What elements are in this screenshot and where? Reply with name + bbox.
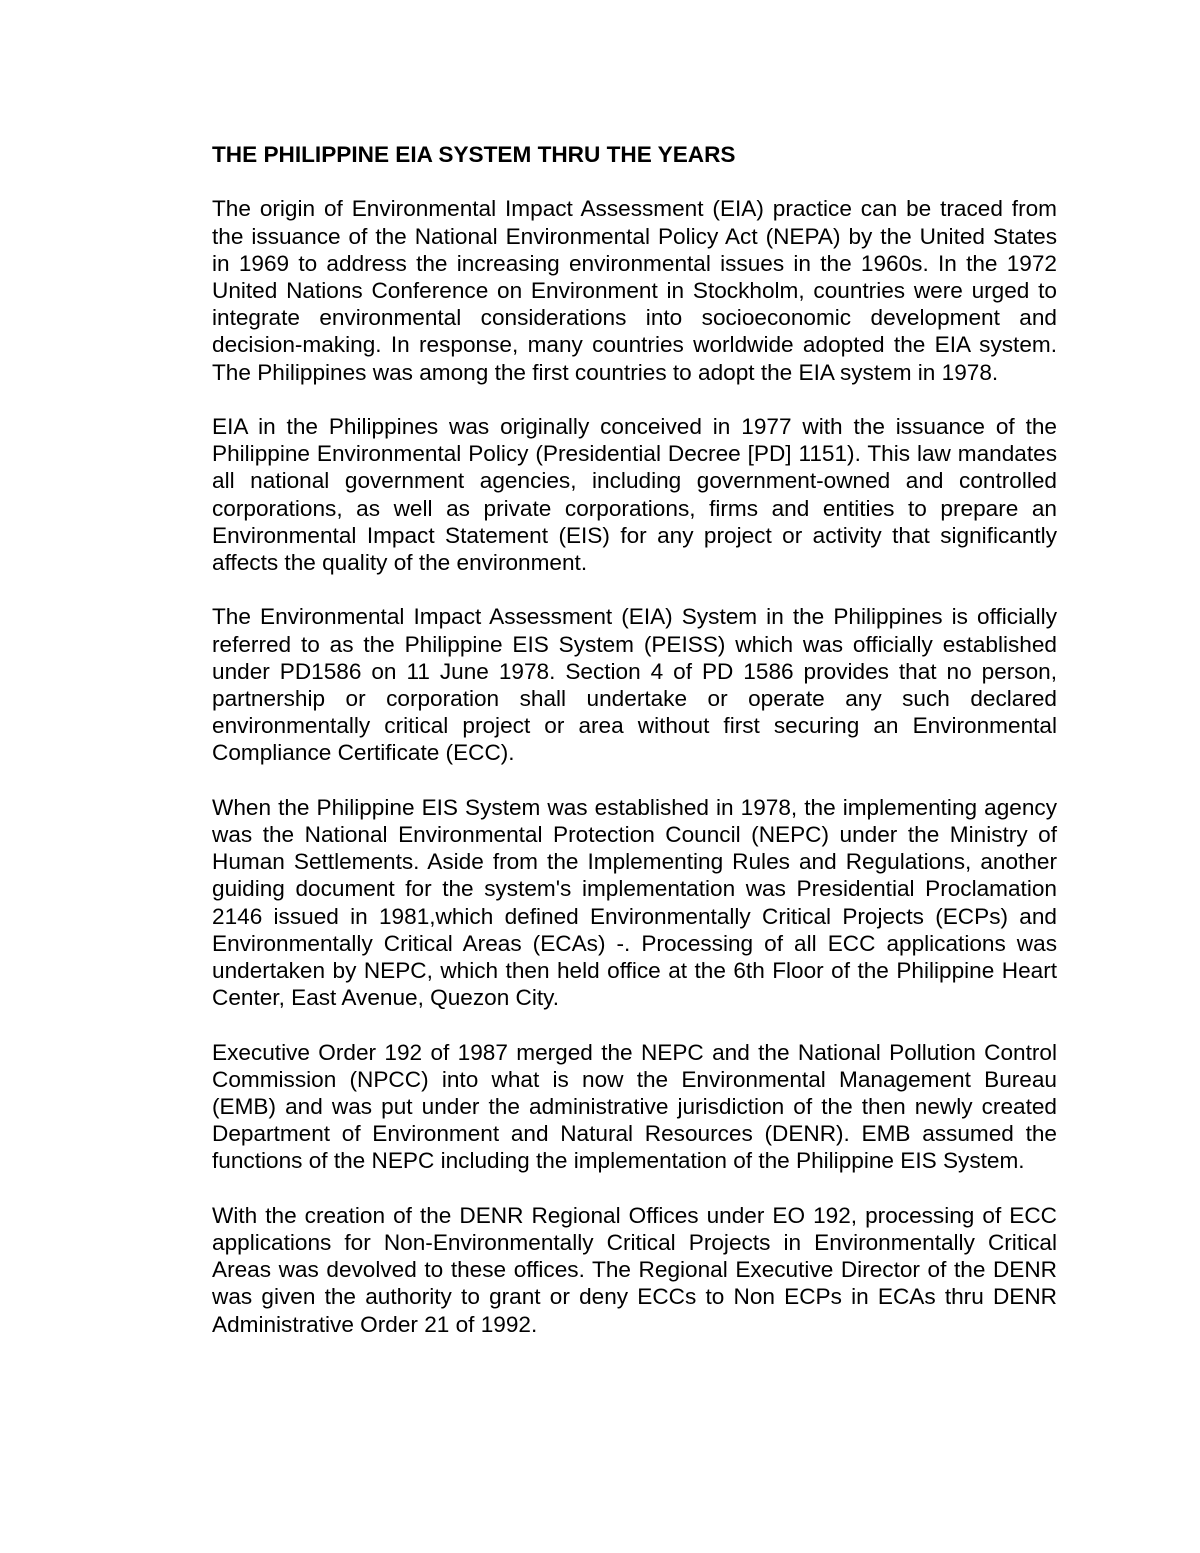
paragraph-regional-offices: With the creation of the DENR Regional Offices under EO 192, processing of ECC applications for Non-Environmentally Critical Projects in Environmentally Critical Areas was devolved to these offices. The Regional Executive Director of the DENR was given the authority to grant or deny ECCs to Non ECPs in ECAs thru DENR Administrative Order 21 of 1992. xyxy=(212,1202,1057,1337)
paragraph-nepc: When the Philippine EIS System was established in 1978, the implementing agency was the National Environmental Protection Council (NEPC) under the Ministry of Human Settlements. Aside from the Implementing Rules and Regulations, another guiding document for the system's implementation was Presidential Proclamation 2146 issued in 1981,which defined Environmentally Critical Projects (ECPs) and Environmentally Critical Areas (ECAs) -. Processing of all ECC applications was undertaken by NEPC, which then held office at the 6th Floor of the Philippine Heart Center, East Avenue, Quezon City. xyxy=(212,794,1057,1011)
paragraph-peiss: The Environmental Impact Assessment (EIA) System in the Philippines is officially referred to as the Philippine EIS System (PEISS) which was officially established under PD1586 on 11 June 1978. Section 4 of PD 1586 provides that no person, partnership or corporation shall undertake or operate any such declared environmentally critical project or area without first securing an Environmental Compliance Certificate (ECC). xyxy=(212,604,1057,766)
paragraph-eia-origin: The origin of Environmental Impact Assessment (EIA) practice can be traced from the issuance of the National Environmental Policy Act (NEPA) by the United States in 1969 to address the increasing environmental issues in the 1960s. In the 1972 United Nations Conference on Environment in Stockholm, countries were urged to integrate environmental considerations into socioeconomic development and decision-making. In response, many countries worldwide adopted the EIA system. The Philippines was among the first countries to adopt the EIA system in 1978. xyxy=(212,196,1057,385)
document-body xyxy=(212,141,1057,1365)
paragraph-eo-192: Executive Order 192 of 1987 merged the NEPC and the National Pollution Control Commission (NPCC) into what is now the Environmental Management Bureau (EMB) and was put under the administrative jurisdiction of the then newly created Department of Environment and Natural Resources (DENR). EMB assumed the functions of the NEPC including the implementation of the Philippine EIS System. xyxy=(212,1039,1057,1174)
document-title: THE PHILIPPINE EIA SYSTEM THRU THE YEARS xyxy=(212,142,736,167)
paragraph-pd-1151: EIA in the Philippines was originally conceived in 1977 with the issuance of the Philippine Environmental Policy (Presidential Decree [PD] 1151). This law mandates all national government agencies, including government-owned and controlled corporations, as well as private corporations, firms and entities to prepare an Environmental Impact Statement (EIS) for any project or activity that significantly affects the quality of the environment. xyxy=(212,414,1057,576)
